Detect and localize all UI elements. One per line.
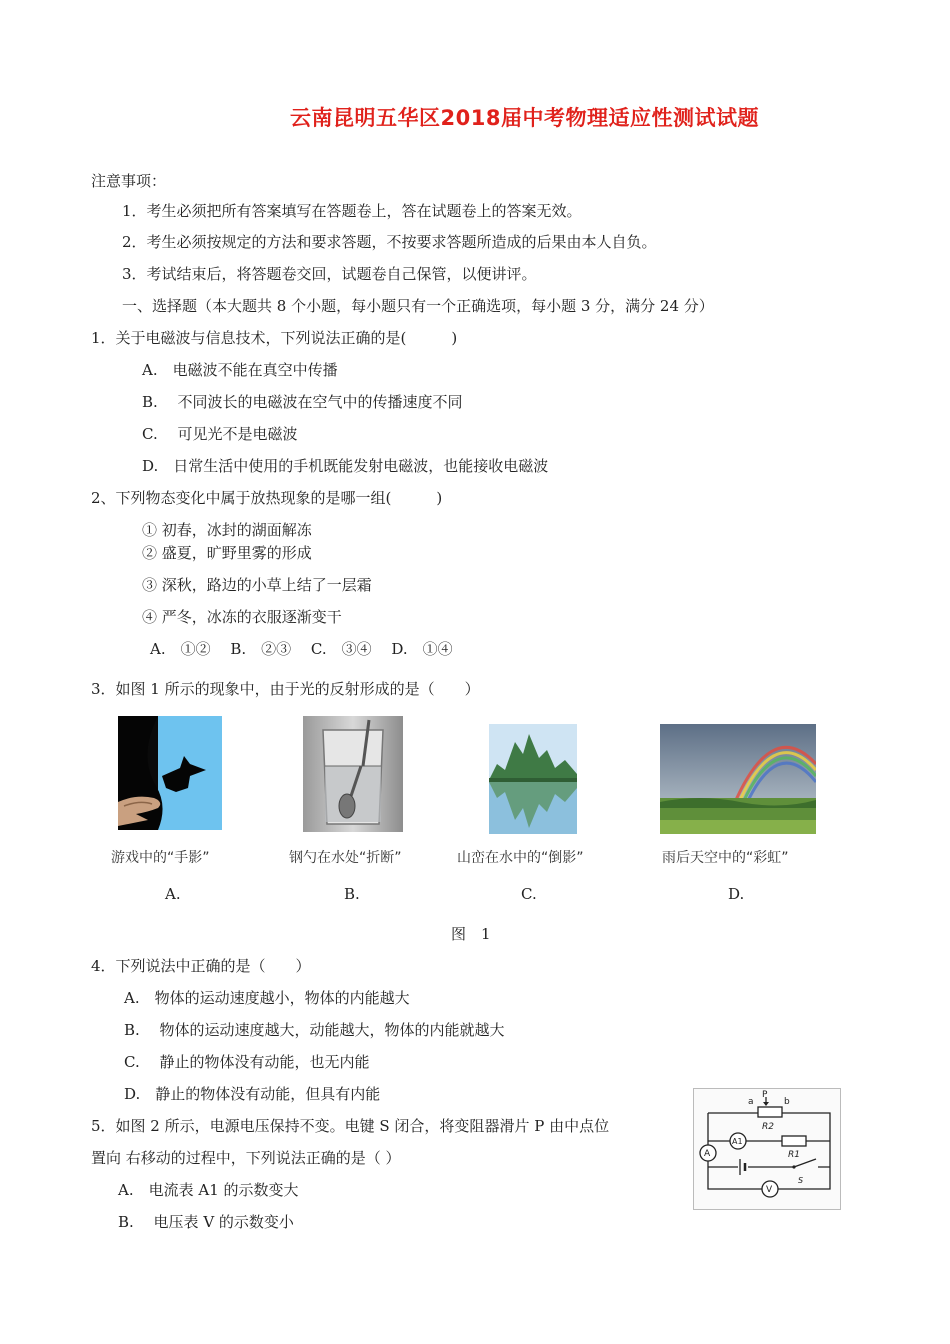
- switch-symbol: [792, 1159, 818, 1171]
- q2-item-4: ④ 严冬，冰冻的衣服逐渐变干: [142, 608, 342, 626]
- q5-stem-line2: 置向 右移动的过程中，下列说法正确的是（ ）: [91, 1149, 401, 1167]
- q4-option-b: B. 物体的运动速度越大，动能越大，物体的内能就越大: [124, 1021, 505, 1039]
- mountain-reflection-image: [489, 724, 577, 834]
- q4-option-c: C. 静止的物体没有动能，也无内能: [124, 1053, 370, 1071]
- q5-stem-line1: 5．如图 2 所示，电源电压保持不变。电键 S 闭合，将变阻器滑片 P 由中点位: [91, 1117, 610, 1135]
- label-v: V: [766, 1185, 773, 1195]
- q3-caption-b: 钢勺在水处“折断”: [289, 850, 402, 866]
- hand-shadow-image: [118, 716, 222, 830]
- q2-item-2: ② 盛夏，旷野里雾的形成: [142, 544, 312, 562]
- q5-option-a: A. 电流表 A1 的示数变大: [118, 1181, 299, 1199]
- label-r1: R1: [788, 1150, 800, 1160]
- page-title: 云南昆明五华区2018届中考物理适应性测试试题: [290, 106, 759, 130]
- notice-item-3: 3．考试结束后，将答题卷交回，试题卷自己保管，以便讲评。: [122, 265, 537, 283]
- q3-caption-d: 雨后天空中的“彩虹”: [662, 850, 789, 866]
- label-a: A: [704, 1149, 711, 1159]
- circuit-diagram: [693, 1088, 841, 1210]
- q2-choices: A. ①② B. ②③ C. ③④ D. ①④: [150, 640, 453, 658]
- q1-stem: 1．关于电磁波与信息技术，下列说法正确的是( ): [91, 329, 458, 347]
- label-a1: A1: [732, 1137, 743, 1146]
- q3-letter-b: B.: [344, 885, 360, 903]
- q3-letter-c: C.: [521, 885, 537, 903]
- spoon-in-glass-image: [303, 716, 403, 832]
- notice-item-2: 2．考生必须按规定的方法和要求答题，不按要求答题所造成的后果由本人自负。: [122, 233, 657, 251]
- q3-caption-a: 游戏中的“手影”: [111, 850, 210, 866]
- battery-symbol: [738, 1159, 748, 1175]
- q2-item-1: ① 初春，冰封的湖面解冻: [142, 521, 312, 539]
- label-r2: R2: [762, 1122, 774, 1132]
- q1-option-d: D. 日常生活中使用的手机既能发射电磁波，也能接收电磁波: [142, 457, 549, 475]
- q3-letter-d: D.: [728, 885, 745, 903]
- label-p: P: [762, 1090, 768, 1100]
- section-heading: 一、选择题（本大题共 8 个小题，每小题只有一个正确选项，每小题 3 分，满分 24 分）: [122, 297, 714, 315]
- figure-1-label: 图 1: [451, 925, 491, 943]
- q3-caption-c: 山峦在水中的“倒影”: [457, 850, 584, 866]
- q4-option-a: A. 物体的运动速度越小，物体的内能越大: [124, 989, 410, 1007]
- q5-option-b: B. 电压表 V 的示数变小: [118, 1213, 294, 1231]
- q1-option-c: C. 可见光不是电磁波: [142, 425, 298, 443]
- label-b: b: [784, 1097, 790, 1107]
- r1-resistor: [782, 1136, 806, 1146]
- q2-stem: 2、下列物态变化中属于放热现象的是哪一组( ): [91, 489, 443, 507]
- q2-item-3: ③ 深秋，路边的小草上结了一层霜: [142, 576, 372, 594]
- label-a: a: [748, 1097, 754, 1107]
- label-s: S: [798, 1176, 804, 1185]
- q4-stem: 4．下列说法中正确的是（ ）: [91, 957, 311, 975]
- notice-heading: 注意事项：: [91, 172, 167, 190]
- r2-rheostat: [758, 1097, 782, 1117]
- notice-item-1: 1．考生必须把所有答案填写在答题卷上，答在试题卷上的答案无效。: [122, 202, 582, 220]
- rainbow-image: [660, 724, 816, 834]
- q1-option-a: A. 电磁波不能在真空中传播: [142, 361, 338, 379]
- q3-letter-a: A.: [165, 885, 181, 903]
- q4-option-d: D. 静止的物体没有动能，但具有内能: [124, 1085, 381, 1103]
- q1-option-b: B. 不同波长的电磁波在空气中的传播速度不同: [142, 393, 463, 411]
- q3-stem: 3．如图 1 所示的现象中，由于光的反射形成的是（ ）: [91, 680, 480, 698]
